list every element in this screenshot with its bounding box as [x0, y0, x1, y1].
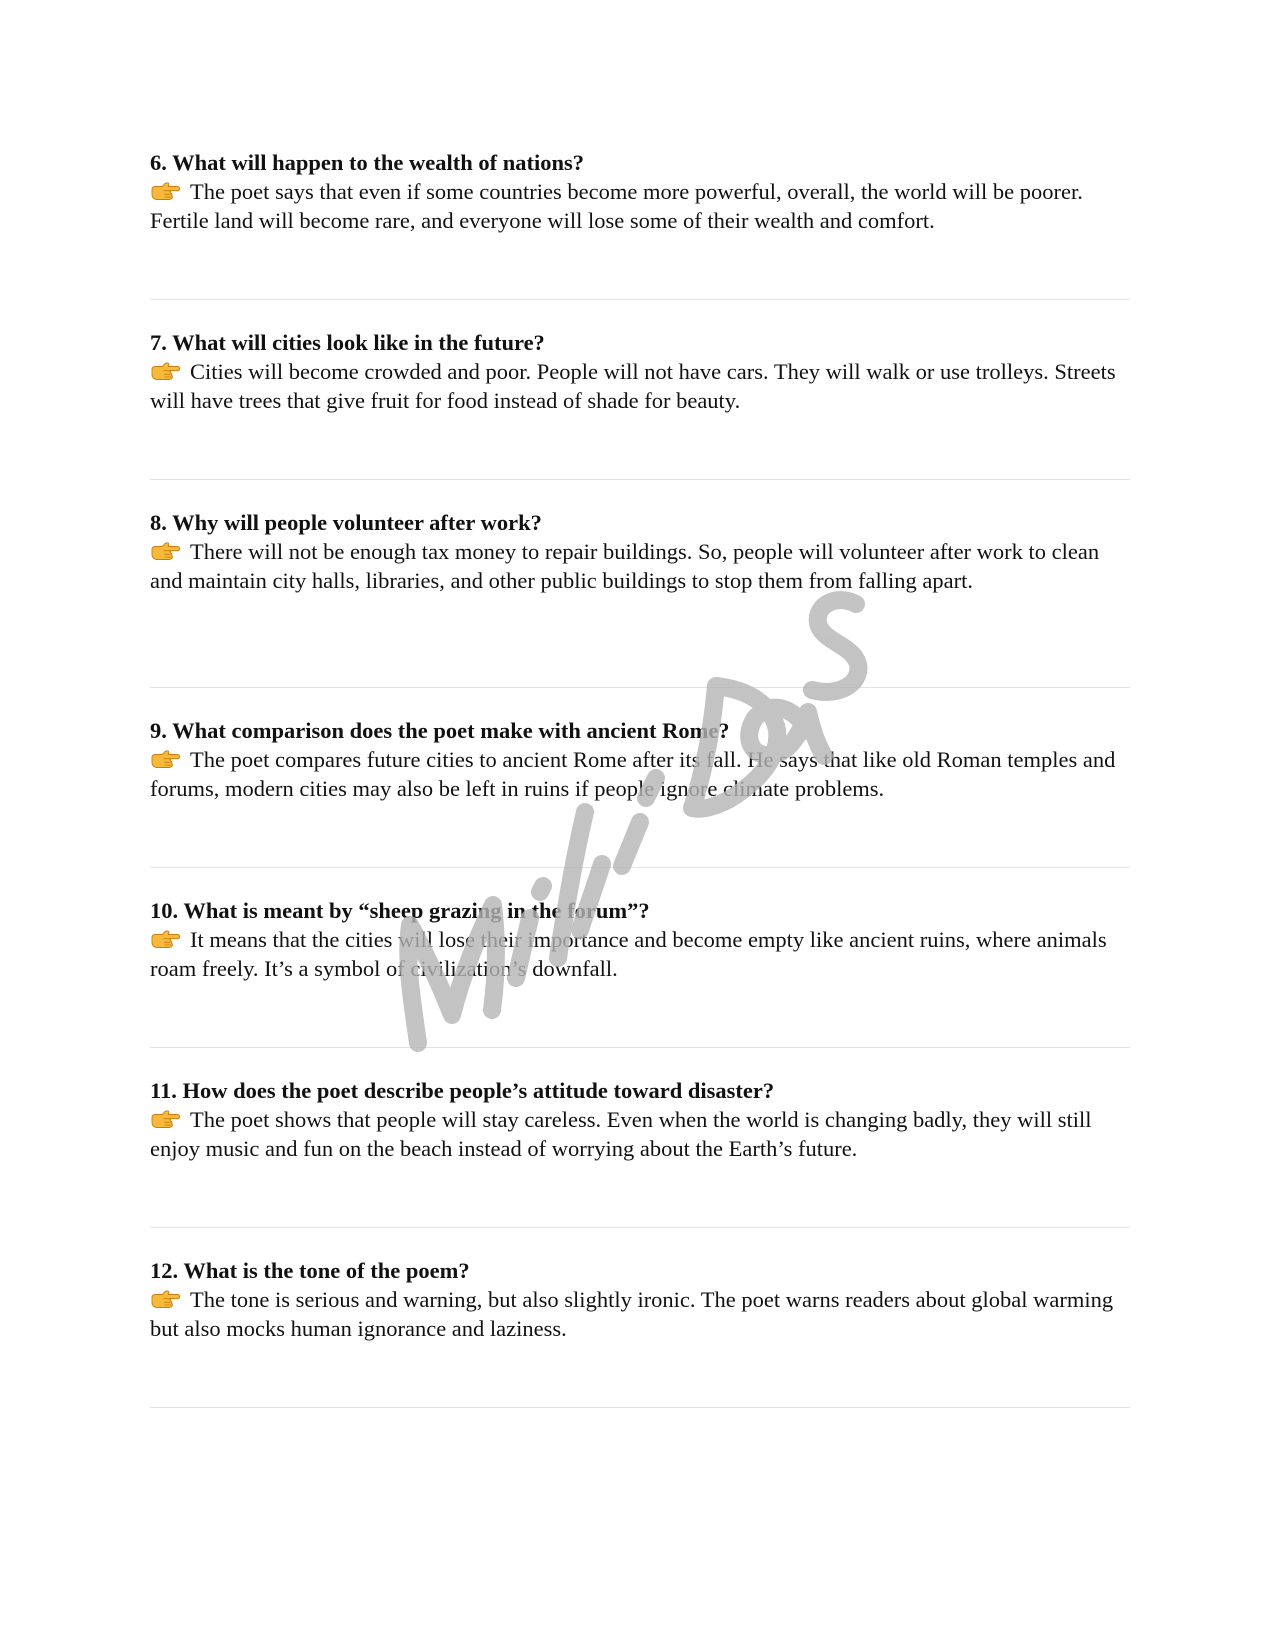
divider: [150, 687, 1130, 688]
question-8: 8. Why will people volunteer after work?: [150, 510, 542, 535]
qa-item-7: [150, 328, 1130, 508]
qa-item-6: [150, 148, 1130, 328]
divider: [150, 867, 1130, 868]
answer-text-10: It means that the cities will lose their importance and become empty like ancient ruins, where animals roam freely. It’s a symbol of civilization’s downfall.: [150, 927, 1107, 981]
divider: [150, 479, 1130, 480]
answer-11: [150, 1105, 1130, 1163]
answer-text-9: The poet compares future cities to ancient Rome after its fall. He says that like old Roman temples and forums, modern cities may also be left in ruins if people ignore climate problems.: [150, 747, 1116, 801]
question-11: 11. How does the poet describe people’s attitude toward disaster?: [150, 1078, 775, 1103]
pointing-hand-icon: [150, 361, 180, 382]
question-7: 7. What will cities look like in the future?: [150, 330, 545, 355]
qa-item-8: [150, 508, 1130, 716]
answer-8: [150, 537, 1130, 595]
question-9: 9. What comparison does the poet make with ancient Rome?: [150, 718, 730, 743]
qa-item-9: [150, 716, 1130, 896]
answer-7: [150, 357, 1130, 415]
qa-item-10: [150, 896, 1130, 1076]
qa-item-11: [150, 1076, 1130, 1256]
answer-text-12: The tone is serious and warning, but also slightly ironic. The poet warns readers about global warming but also mocks human ignorance and laziness.: [150, 1287, 1114, 1341]
answer-text-11: The poet shows that people will stay careless. Even when the world is changing badly, they will still enjoy music and fun on the beach instead of worrying about the Earth’s future.: [150, 1107, 1092, 1161]
qa-item-12: [150, 1256, 1130, 1436]
question-12: 12. What is the tone of the poem?: [150, 1258, 470, 1283]
pointing-hand-icon: [150, 1109, 180, 1130]
answer-10: [150, 925, 1130, 983]
divider: [150, 299, 1130, 300]
answer-9: [150, 745, 1130, 803]
pointing-hand-icon: [150, 749, 180, 770]
answer-text-8: There will not be enough tax money to repair buildings. So, people will volunteer after work to clean and maintain city halls, libraries, and other public buildings to stop them from falling apart.: [150, 539, 1100, 593]
divider: [150, 1047, 1130, 1048]
pointing-hand-icon: [150, 1289, 180, 1310]
answer-text-7: Cities will become crowded and poor. People will not have cars. They will walk or use trolleys. Streets will have trees that give fruit for food instead of shade for beauty.: [150, 359, 1116, 413]
question-10: 10. What is meant by “sheep grazing in the forum”?: [150, 898, 650, 923]
question-6: 6. What will happen to the wealth of nations?: [150, 150, 585, 175]
pointing-hand-icon: [150, 929, 180, 950]
pointing-hand-icon: [150, 541, 180, 562]
answer-6: [150, 177, 1130, 235]
answer-12: [150, 1285, 1130, 1343]
answer-text-6: The poet says that even if some countries become more powerful, overall, the world will be poorer. Fertile land will become rare, and everyone will lose some of their wealth and comfort.: [150, 179, 1083, 233]
pointing-hand-icon: [150, 181, 180, 202]
qa-list: [150, 148, 1130, 1436]
divider: [150, 1407, 1130, 1408]
divider: [150, 1227, 1130, 1228]
